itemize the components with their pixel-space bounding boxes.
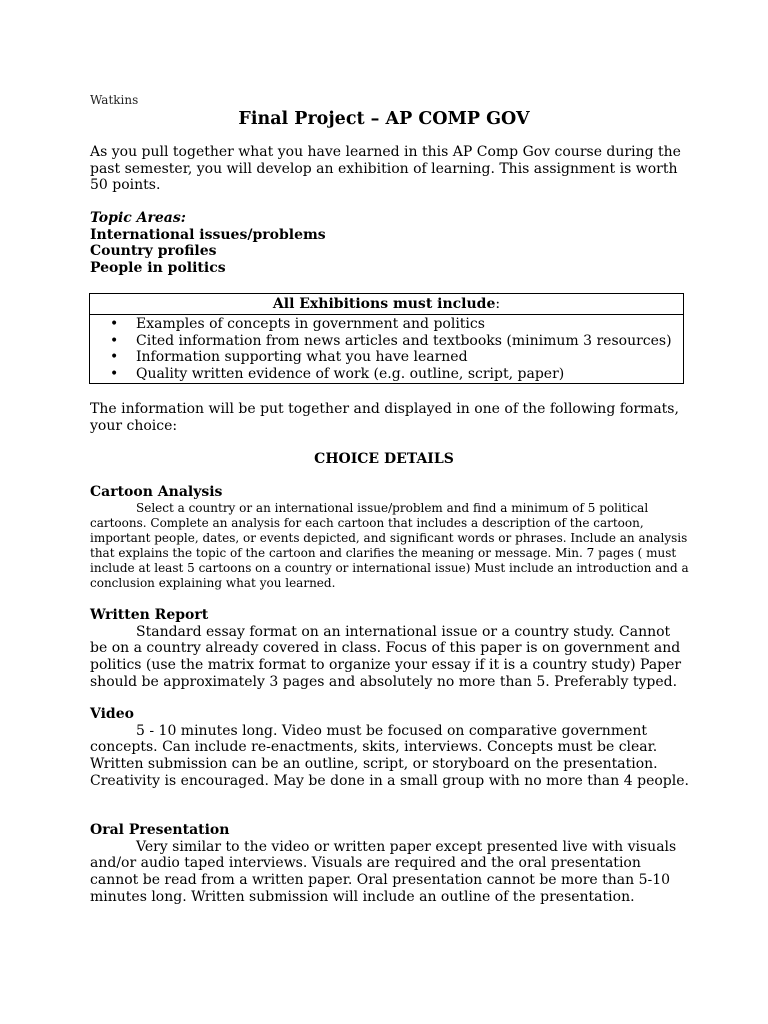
list-item-text: Information supporting what you have learned [136, 349, 468, 366]
topic-areas-heading: Topic Areas: [90, 210, 186, 226]
page-title: Final Project – AP COMP GOV [238, 109, 530, 129]
section-body: Standard essay format on an international issue or a country study. Cannot be on a country already covered in class. Focus of this paper is on government and politics (use the matrix format to organize your essay if it is a country study) Paper should be approximately 3 pages and absolutely no more than 5. Preferably typed. [90, 623, 682, 690]
list-item-text: Cited information from news articles and textbooks (minimum 3 resources) [136, 332, 672, 349]
requirements-heading [90, 294, 683, 315]
list-item [90, 366, 683, 383]
bullet-icon: • [110, 365, 119, 382]
list-item-text: Examples of concepts in government and politics [136, 316, 485, 332]
section-title: Video [90, 706, 134, 722]
choice-details-heading: CHOICE DETAILS [314, 451, 454, 467]
topic-item: People in politics [90, 260, 226, 277]
bullet-icon: • [110, 332, 119, 349]
section-title: Oral Presentation [90, 822, 230, 838]
list-item [90, 333, 683, 350]
list-item [90, 316, 683, 333]
video-section [90, 706, 690, 790]
list-item [90, 349, 683, 366]
bullet-icon: • [110, 316, 119, 332]
section-body: 5 - 10 minutes long. Video must be focused on comparative government concepts. Can include re-enactments, skits, interviews. Concepts must be clear. Written submission can be an outline, script, or storyboard on the presentation. Creativity is encouraged. May be done in a small group with no more than 4 people. [90, 722, 689, 789]
requirements-list [90, 315, 683, 383]
section-title: Written Report [90, 607, 209, 623]
list-item-text: Quality written evidence of work (e.g. outline, script, paper) [136, 365, 565, 382]
topic-item: Country profiles [90, 243, 217, 260]
formats-intro: The information will be put together and displayed in one of the following formats, your choice: [90, 401, 679, 434]
topic-item: International issues/problems [90, 226, 326, 243]
cartoon-analysis-section [90, 484, 690, 591]
intro-paragraph: As you pull together what you have learned in this AP Comp Gov course during the past semester, you will develop an exhibition of learning. This assignment is worth 50 points. [90, 144, 681, 194]
topic-areas [90, 210, 690, 277]
author-name: Watkins [90, 93, 139, 107]
requirements-heading-text: All Exhibitions must include [272, 296, 496, 312]
requirements-box [89, 293, 684, 384]
section-title: Cartoon Analysis [90, 484, 223, 500]
section-body: Select a country or an international issue/problem and find a minimum of 5 political cartoons. Complete an analysis for each cartoon that includes a description of the cartoon, important people, dates, or events depicted, and significant words or phrases. Include an analysis that explains the topic of the cartoon and clarifies the meaning or message. Min. 7 pages ( must include at least 5 cartoons on a country or international issue) Must include an introduction and a conclusion explaining what you learned. [90, 500, 689, 590]
section-body: Very similar to the video or written paper except presented live with visuals and/or audio taped interviews. Visuals are required and the oral presentation cannot be read from a written paper. Oral presentation cannot be more than 5-10 minutes long. Written submission will include an outline of the presentation. [90, 838, 677, 905]
requirements-heading-colon: : [495, 296, 501, 312]
bullet-icon: • [110, 349, 119, 366]
oral-presentation-section [90, 822, 690, 906]
written-report-section [90, 607, 690, 691]
